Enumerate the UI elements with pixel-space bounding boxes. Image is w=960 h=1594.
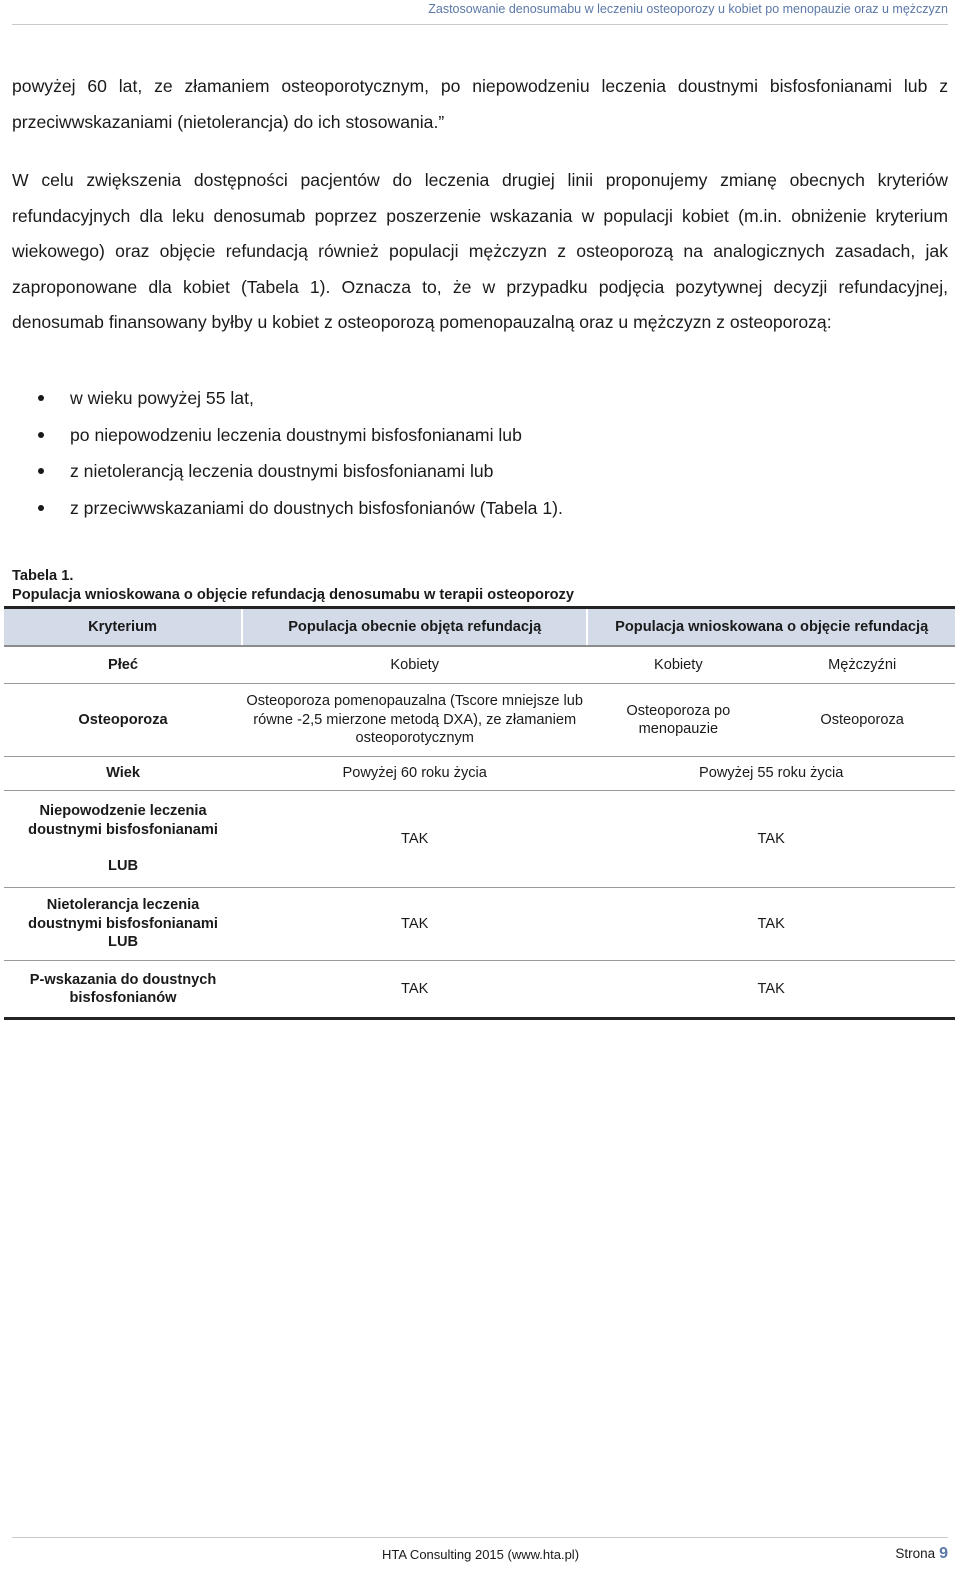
paragraph-proposal: W celu zwiększenia dostępności pacjentów do leczenia drugiej linii proponujemy zmianę obecnych kryteriów refundacyjnych dla leku denosumab poprzez poszerzenie wskazania w populacji kobiet (m.in. obniżenie kryterium wiekowego) oraz objęcie refundacją również populacji mężczyzn z osteoporozą na analogicznych zasadach, jak zaproponowane dla kobiet (Tabela 1). Oznacza to, że w przypadku podjęcia pozytywnej decyzji refundacyjnej, denosumab finansowany byłby u kobiet z osteoporozą pomenopauzalną oraz u mężczyzn z osteoporozą: bbox=[12, 170, 948, 332]
table-caption bbox=[12, 567, 948, 605]
row-label-text: Niepowodzenie leczenia doustnymi bisfosfonianami bbox=[28, 803, 218, 838]
refund-criteria-table bbox=[4, 606, 955, 1020]
cell-proposed-men: Osteoporoza bbox=[769, 684, 955, 757]
cell-current: TAK bbox=[242, 791, 587, 888]
cell-proposed: Powyżej 55 roku życia bbox=[587, 757, 955, 791]
footer-divider bbox=[12, 1537, 948, 1538]
cell-proposed-women: Kobiety bbox=[587, 646, 769, 684]
table-row-wiek bbox=[4, 757, 955, 791]
bullet-item: po niepowodzeniu leczenia doustnymi bisfosfonianami lub bbox=[12, 417, 948, 454]
header-criterion: Kryterium bbox=[4, 608, 242, 647]
cell-proposed-women: Osteoporoza po menopauzie bbox=[587, 684, 769, 757]
table-label: Tabela 1. bbox=[12, 568, 74, 584]
cell-current: Osteoporoza pomenopauzalna (Tscore mniejsze lub równe -2,5 mierzone metodą DXA), ze złamaniem osteoporotycznym bbox=[242, 684, 587, 757]
page-label: Strona bbox=[895, 1546, 936, 1561]
cell-current: TAK bbox=[242, 888, 587, 961]
bullet-item: w wieku powyżej 55 lat, bbox=[12, 380, 948, 417]
row-label: Płeć bbox=[4, 646, 242, 684]
bullet-icon bbox=[38, 505, 44, 511]
paragraph-continuation: powyżej 60 lat, ze złamaniem osteoporotycznym, po niepowodzeniu leczenia doustnymi bisfosfonianami lub z przeciwwskazaniami (nietolerancja) do ich stosowania.” bbox=[12, 76, 948, 132]
cell-proposed: TAK bbox=[587, 791, 955, 888]
connector-lub: LUB bbox=[108, 858, 139, 875]
footer-publisher: HTA Consulting 2015 (www.hta.pl) bbox=[382, 1547, 580, 1562]
bullet-icon bbox=[38, 432, 44, 438]
cell-proposed-men: Mężczyźni bbox=[769, 646, 955, 684]
row-label bbox=[4, 791, 242, 888]
cell-proposed: TAK bbox=[587, 888, 955, 961]
bullet-item: z nietolerancją leczenia doustnymi bisfosfonianami lub bbox=[12, 453, 948, 490]
header-proposed-population: Populacja wnioskowana o objęcie refundacją bbox=[587, 608, 955, 647]
connector-lub: LUB bbox=[108, 934, 139, 951]
criteria-bullet-list bbox=[12, 380, 948, 526]
header-divider bbox=[12, 24, 948, 25]
bullet-item: z przeciwwskazaniami do doustnych bisfosfonianów (Tabela 1). bbox=[12, 490, 948, 527]
cell-current: Powyżej 60 roku życia bbox=[242, 757, 587, 791]
cell-current: TAK bbox=[242, 961, 587, 1019]
row-label: Osteoporoza bbox=[4, 684, 242, 757]
table-row-niepowodzenie bbox=[4, 791, 955, 888]
table-row-plec bbox=[4, 646, 955, 684]
page-number: 9 bbox=[939, 1545, 948, 1562]
table-row-przeciwwskazania bbox=[4, 961, 955, 1019]
table-header-row bbox=[4, 608, 955, 647]
cell-current: Kobiety bbox=[242, 646, 587, 684]
row-label: P-wskazania do doustnych bisfosfonianów bbox=[4, 961, 242, 1019]
running-header: Zastosowanie denosumabu w leczeniu osteoporozy u kobiet po menopauzie oraz u mężczyzn bbox=[428, 2, 948, 16]
row-label: Wiek bbox=[4, 757, 242, 791]
table-row-nietolerancja bbox=[4, 888, 955, 961]
page-number-block bbox=[895, 1545, 948, 1563]
row-label-text: Nietolerancja leczenia doustnymi bisfosfonianami bbox=[28, 897, 218, 932]
cell-proposed: TAK bbox=[587, 961, 955, 1019]
table-title: Populacja wnioskowana o objęcie refundacją denosumabu w terapii osteoporozy bbox=[12, 587, 574, 603]
row-label bbox=[4, 888, 242, 961]
table-row-osteoporoza bbox=[4, 684, 955, 757]
bullet-icon bbox=[38, 395, 44, 401]
bullet-icon bbox=[38, 468, 44, 474]
header-current-population: Populacja obecnie objęta refundacją bbox=[242, 608, 587, 647]
